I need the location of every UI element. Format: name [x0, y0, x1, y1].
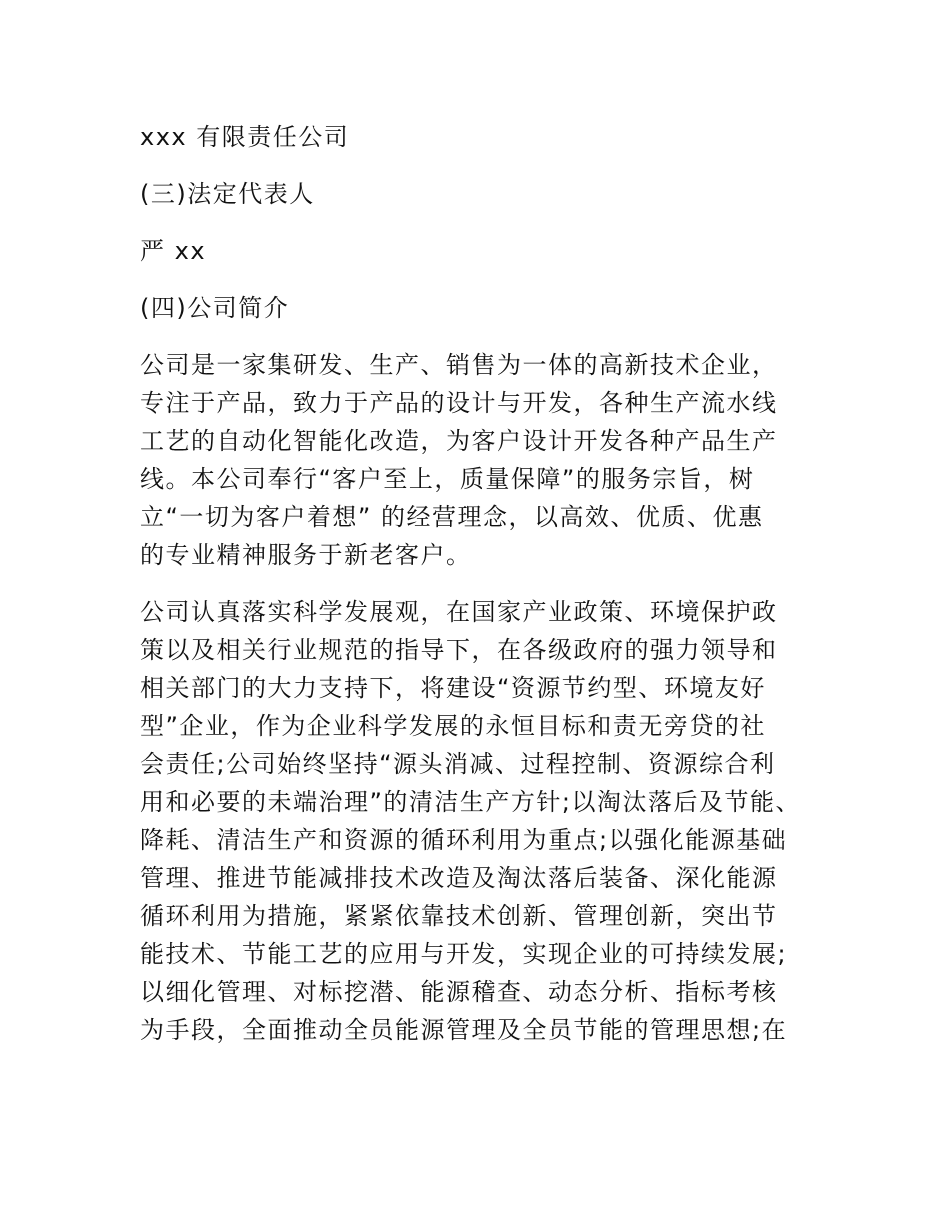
paragraph-company-intro — [140, 346, 810, 574]
section-heading-company-profile: (四)公司简介 — [140, 294, 290, 322]
paragraph-line: 公司认真落实科学发展观，在国家产业政策、环境保护政 — [140, 598, 778, 626]
legal-representative-name: 严 xx — [140, 237, 207, 265]
paragraph-line: 循环利用为措施，紧紧依靠技术创新、管理创新，突出节 — [140, 902, 778, 930]
paragraph-line: 型”企业，作为企业科学发展的永恒目标和责无旁贷的社 — [140, 712, 766, 740]
paragraph-line: 公司是一家集研发、生产、销售为一体的高新技术企业， — [140, 351, 778, 379]
document-body — [140, 118, 810, 1068]
paragraph-line: 为手段，全面推动全员能源管理及全员节能的管理思想;在 — [140, 1016, 788, 1044]
company-name: xxx 有限责任公司 — [140, 123, 350, 151]
paragraph-line: 的专业精神服务于新老客户。 — [140, 541, 472, 569]
section-heading-legal-representative: (三)法定代表人 — [140, 180, 315, 208]
paragraph-line: 能技术、节能工艺的应用与开发，实现企业的可持续发展; — [140, 940, 788, 968]
paragraph-line: 工艺的自动化智能化改造，为客户设计开发各种产品生产 — [140, 427, 778, 455]
paragraph-line: 策以及相关行业规范的指导下，在各级政府的强力领导和 — [140, 636, 778, 664]
paragraph-line: 专注于产品，致力于产品的设计与开发，各种生产流水线 — [140, 389, 778, 417]
paragraph-development-policy — [140, 593, 810, 1049]
paragraph-line: 管理、推进节能减排技术改造及淘汰落后装备、深化能源 — [140, 864, 778, 892]
paragraph-line: 线。本公司奉行“客户至上，质量保障”的服务宗旨，树 — [140, 465, 755, 493]
paragraph-line: 以细化管理、对标挖潜、能源稽查、动态分析、指标考核 — [140, 978, 778, 1006]
paragraph-line: 会责任;公司始终坚持“源头消减、过程控制、资源综合利 — [140, 750, 776, 778]
paragraph-line: 立“一切为客户着想” 的经营理念，以高效、优质、优惠 — [140, 503, 764, 531]
paragraph-line: 用和必要的未端治理”的清洁生产方针;以淘汰落后及节能、 — [140, 788, 802, 816]
paragraph-line: 降耗、清洁生产和资源的循环利用为重点;以强化能源基础 — [140, 826, 788, 854]
paragraph-line: 相关部门的大力支持下，将建设“资源节约型、环境友好 — [140, 674, 766, 702]
